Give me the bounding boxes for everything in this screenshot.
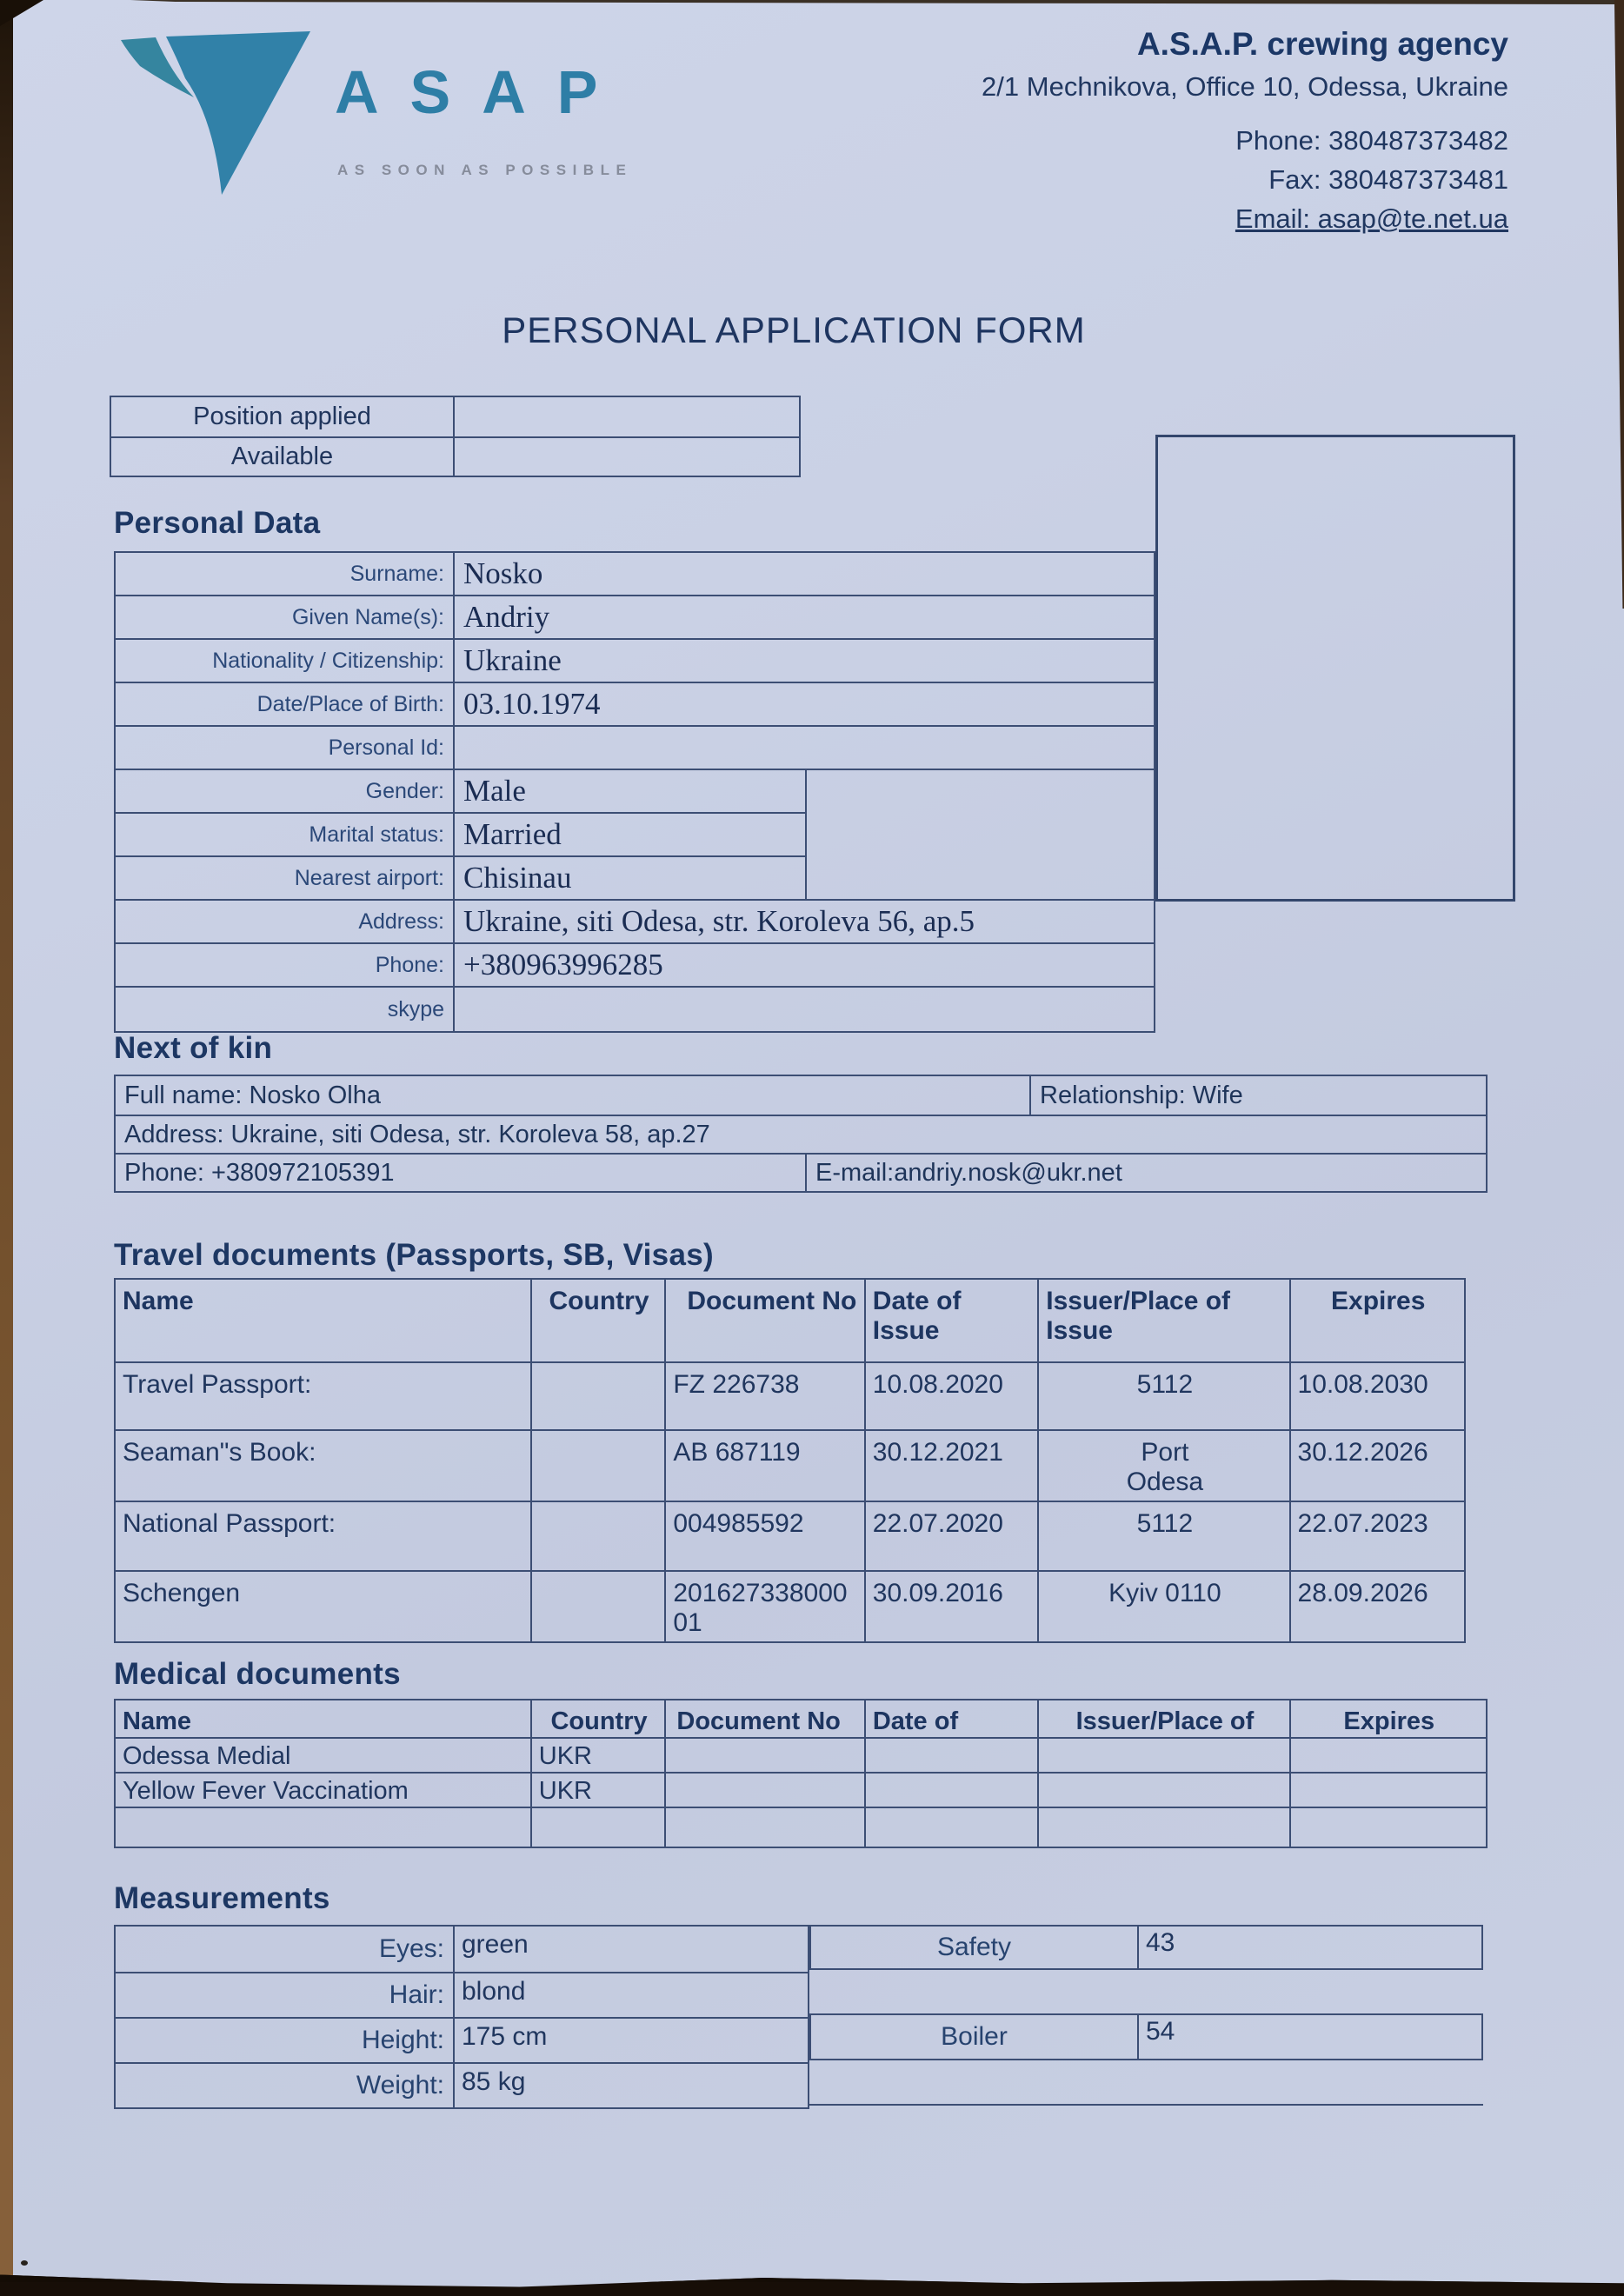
date-of-cell [866,1808,1040,1847]
phone-field[interactable]: +380963996285 [463,948,663,982]
surname-field[interactable]: Nosko [463,556,543,590]
skype-label: skype [116,988,455,1031]
table-row [116,2062,808,2107]
issuer-cell [1039,1739,1290,1772]
table-row [116,1570,1464,1641]
kin-phone-field[interactable]: Phone: +380972105391 [116,1155,807,1191]
travel-documents-heading: Travel documents (Passports, SB, Visas) [114,1238,714,1272]
next-of-kin-heading: Next of kin [114,1031,273,1065]
document-name-cell: Seaman"s Book: [116,1431,532,1501]
kin-address-field[interactable]: Address: Ukraine, siti Odesa, str. Koroleva 58, ap.27 [124,1120,710,1148]
column-header-name: Name [116,1280,532,1361]
expires-cell: 10.08.2030 [1297,1370,1428,1399]
travel-documents-table [114,1278,1466,1643]
date-of-issue-cell: 10.08.2020 [866,1363,1040,1429]
gear-sizes-column [809,1925,1483,2106]
table-row [116,1501,1464,1570]
address-field[interactable]: Ukraine, siti Odesa, str. Koroleva 56, ap.5 [463,904,975,938]
nearest-airport-field[interactable]: Chisinau [455,857,807,899]
country-cell [532,1572,667,1641]
personal-data-table [114,551,1155,1033]
expires-cell [1291,1808,1486,1847]
table-row [116,1361,1464,1429]
table-row [116,727,1154,770]
document-name-cell: Travel Passport: [116,1363,532,1429]
height-label: Height: [116,2019,455,2062]
table-row [116,2017,808,2062]
document-no-cell [666,1774,865,1807]
country-cell [532,1808,667,1847]
issuer-cell: 5112 [1039,1363,1290,1429]
position-applied-table [110,396,801,477]
boiler-label: Boiler [941,2022,1008,2051]
issuer-cell [1039,1808,1290,1847]
date-of-cell [866,1739,1040,1772]
address-label: Address: [116,901,455,942]
desk-edge-left [0,0,13,2296]
gender-field[interactable]: Male [455,770,807,814]
country-cell [532,1502,667,1570]
document-name-cell [116,1808,532,1847]
kin-relationship-field[interactable]: Relationship: Wife [1029,1076,1486,1115]
column-header-name: Name [116,1700,532,1737]
date-of-issue-cell: 30.12.2021 [866,1431,1040,1501]
empty-cell [807,814,1154,857]
weight-label: Weight: [116,2064,455,2107]
table-row [116,1115,1486,1153]
nationality-label: Nationality / Citizenship: [116,640,455,682]
table-row [116,640,1154,683]
document-no-cell: 20162733800001 [666,1572,865,1641]
position-applied-field[interactable] [455,397,799,436]
country-cell [532,1363,667,1429]
column-header-country: Country [532,1700,667,1737]
table-row [116,1153,1486,1191]
agency-fax: Fax: 380487373481 [1268,163,1508,195]
table-row [111,436,799,476]
expires-cell: 30.12.2026 [1297,1438,1428,1467]
birth-date-field[interactable]: 03.10.1974 [463,687,601,721]
document-no-cell: FZ 226738 [666,1363,865,1429]
eyes-field[interactable]: green [462,1930,529,1959]
table-header-row [116,1280,1464,1361]
issuer-cell [1039,1431,1290,1501]
given-names-label: Given Name(s): [116,596,455,638]
page-title: PERSONAL APPLICATION FORM [502,309,1086,350]
safety-size-row [809,1925,1483,1970]
medical-documents-table [114,1699,1488,1848]
column-header-date-of: Date of [866,1700,1040,1737]
column-header-document-no: Document No [666,1280,865,1361]
eyes-label: Eyes: [116,1927,455,1972]
empty-cell [807,857,1154,899]
asap-logo-text: ASAP [335,58,629,126]
table-row [116,814,1154,857]
table-row [116,1076,1486,1115]
medical-documents-heading: Medical documents [114,1657,401,1691]
table-row [116,1927,808,1972]
document-no-cell: 004985592 [666,1502,865,1570]
hair-label: Hair: [116,1973,455,2017]
column-header-country: Country [532,1280,667,1361]
measurements-heading: Measurements [114,1881,330,1915]
table-row [116,944,1154,988]
table-row [116,1772,1486,1807]
table-row [116,1807,1486,1847]
table-row [116,1737,1486,1772]
safety-field[interactable]: 43 [1137,1927,1481,1968]
expires-cell: 22.07.2023 [1297,1509,1428,1538]
table-row [116,1429,1464,1501]
agency-header [982,26,1508,239]
photo-placeholder-box [1155,435,1515,902]
paper-speck [21,2260,28,2266]
personal-data-heading: Personal Data [114,506,321,540]
issuer-cell [1039,1774,1290,1807]
birth-date-label: Date/Place of Birth: [116,683,455,725]
issuer-cell: Kyiv 0110 [1039,1572,1290,1641]
table-row [116,553,1154,596]
agency-address: 2/1 Mechnikova, Office 10, Odessa, Ukraine [982,71,1508,102]
skype-field[interactable] [455,988,1154,1031]
height-field[interactable]: 175 cm [462,2022,548,2051]
document-no-cell: AB 687119 [666,1431,865,1501]
available-label: Available [111,438,455,476]
column-header-expires: Expires [1331,1287,1426,1315]
table-row [116,770,1154,814]
asap-logo-tagline: AS SOON AS POSSIBLE [337,162,633,178]
column-header-issuer: Issuer/Place of Issue [1039,1280,1290,1361]
column-header-issuer: Issuer/Place of [1039,1700,1290,1737]
divider [809,2060,1483,2106]
column-header-document-no: Document No [666,1700,865,1737]
table-row [116,1972,808,2017]
country-cell [532,1431,667,1501]
column-header-expires: Expires [1343,1707,1435,1735]
document-name-cell: Odessa Medial [116,1739,532,1772]
expires-cell: 28.09.2026 [1297,1579,1428,1607]
surname-label: Surname: [116,553,455,595]
column-header-date-of-issue: Date of Issue [866,1280,1039,1361]
table-row [111,397,799,436]
measurements-table [114,1925,809,2109]
agency-phone: Phone: 380487373482 [1235,125,1508,156]
asap-logo [74,23,752,205]
safety-label: Safety [936,1933,1012,1961]
hair-field[interactable]: blond [462,1977,526,2006]
document-no-cell [666,1739,865,1772]
date-of-cell [866,1774,1040,1807]
agency-contacts [982,122,1508,239]
table-row [116,857,1154,901]
date-of-issue-cell: 22.07.2020 [866,1502,1040,1570]
document-no-cell [666,1808,865,1847]
table-row [116,596,1154,640]
boiler-field[interactable]: 54 [1137,2015,1481,2059]
expires-cell [1291,1739,1486,1772]
personal-id-field[interactable] [455,727,1154,769]
empty-cell [807,770,1154,814]
asap-triangle-icon [116,30,316,199]
document-name-cell: Schengen [116,1572,532,1641]
given-names-field[interactable]: Andriy [463,600,550,634]
phone-label: Phone: [116,944,455,986]
divider [809,1970,1483,2015]
next-of-kin-table [114,1075,1488,1193]
marital-status-label: Marital status: [116,814,455,857]
marital-status-field[interactable]: Married [455,814,807,857]
kin-email-field[interactable]: E-mail:andriy.nosk@ukr.net [815,1158,1122,1187]
date-of-issue-cell: 30.09.2016 [866,1572,1040,1641]
table-row [116,988,1154,1031]
boiler-size-row [809,2015,1483,2060]
available-field[interactable] [455,438,799,476]
table-row [116,901,1154,944]
personal-id-label: Personal Id: [116,727,455,769]
country-cell: UKR [532,1774,667,1807]
weight-field[interactable]: 85 kg [462,2067,526,2096]
position-applied-label: Position applied [111,397,455,436]
document-name-cell: National Passport: [116,1502,532,1570]
document-name-cell: Yellow Fever Vaccinatiom [116,1774,532,1807]
issuer-cell: 5112 [1039,1502,1290,1570]
table-row [116,683,1154,727]
nearest-airport-label: Nearest airport: [116,857,455,899]
agency-name: A.S.A.P. crewing agency [1136,26,1508,62]
expires-cell [1291,1774,1486,1807]
kin-full-name-field[interactable]: Full name: Nosko Olha [124,1081,381,1109]
nationality-field[interactable]: Ukraine [463,643,562,677]
country-cell: UKR [532,1739,667,1772]
table-header-row [116,1700,1486,1737]
issuer-text: Port Odesa [1126,1438,1204,1496]
gender-label: Gender: [116,770,455,814]
agency-email: Email: asap@te.net.ua [1235,203,1508,234]
